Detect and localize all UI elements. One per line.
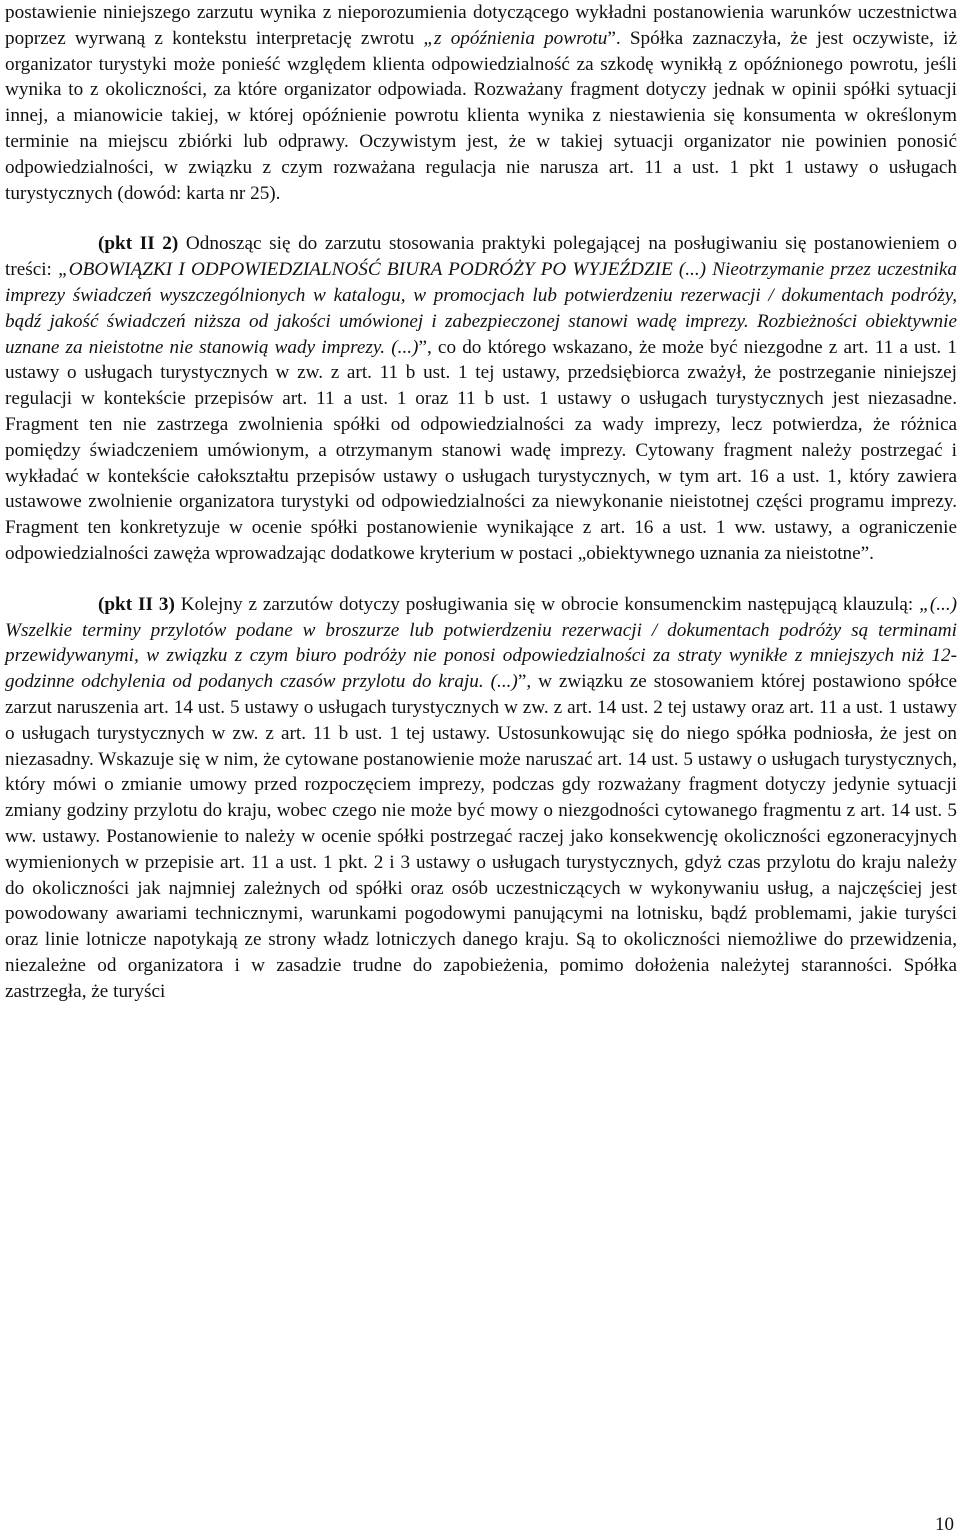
paragraph-text: ”. Spółka zaznaczyła, że jest oczywiste, iż organizator turystyki może ponieść względem klienta odpowiedzialność za szkodę wynikłą z opóźnionego powrotu, jeśli wynika to z okoliczności, za które organizator odpowiada. Rozważany fragment dotyczy jednak w opinii spółki sytuacji innej, a mianowicie takiej, w której opóźnienie powrotu klienta wynika z niestawienia się konsumenta w określonym terminie na miejscu zbiórki lub odprawy. Oczywistym jest, że w takiej sytuacji organizator nie powinien ponosić odpowiedzialności, w związku z czym rozważana regulacja nie narusza art. 11 a ust. 1 pkt 1 ustawy o usługach turystycznych (dowód: karta nr 25). (5, 27, 958, 204)
quoted-clause: „(...) Wszelkie terminy przylotów podane w broszurze lub potwierdzeniu rezerwacji / dokumentach podróży są terminami przewidywanymi, w związku z czym biuro podróży nie ponosi odpowiedzialności za straty wynikłe z mniejszych niż 12-godzinne odchylenia od podanych czasów przylotu do kraju. (...) (5, 593, 958, 693)
quoted-clause: „OBOWIĄZKI I ODPOWIEDZIALNOŚĆ BIURA PODRÓŻY PO WYJEŹDZIE (...) Nieotrzymanie przez uczestnika imprezy świadczeń wyszczególnionych w katalogu, w promocjach lub potwierdzeniu rezerwacji / dokumentach podróży, bądź jakość świadczeń niższa od jakości umówionej i zabezpieczonej stanowi wadę imprezy. Rozbieżności obiektywnie uznane za nieistotne nie stanowią wady imprezy. (...) (5, 259, 957, 358)
point-label: (pkt II 2) (98, 233, 179, 255)
document-page (5, 0, 957, 1004)
paragraph-pkt-ii-3 (5, 592, 957, 1005)
page-number: 10 (935, 1514, 954, 1535)
paragraph-text: postawienie niniejszego zarzutu wynika z nieporozumienia dotyczącego wykładni postanowienia warunków uczestnictwa poprzez wyrwaną z kontekstu interpretację zwrotu (5, 2, 957, 49)
paragraph-text: ”, co do którego wskazano, że może być niezgodne z art. 11 a ust. 1 ustawy o usługach turystycznych w zw. z art. 11 b ust. 1 tej ustawy, przedsiębiorca zważył, że postrzeganie niniejszej regulacji w kontekście przepisów art. 11 a ust. 1 oraz 11 b ust. 1 ustawy o usługach turystycznych jest niezasadne. Fragment ten nie zastrzega zwolnienia spółki od odpowiedzialności za wady imprezy, lecz potwierdza, że różnica pomiędzy świadczeniem umówionym, a otrzymanym stanowi wadę imprezy. Cytowany fragment należy postrzegać i wykładać w kontekście całokształtu przepisów ustawy o usługach turystycznych, w tym art. 16 a ust. 1, który zawiera ustawowe zwolnienie organizatora turystyki od odpowiedzialności za niewykonanie nieistotnej części programu imprezy. Fragment ten konkretyzuje w ocenie spółki postanowienie wynikające z art. 16 a ust. 1 ww. ustawy, a ograniczenie odpowiedzialności zawęża wprowadzając dodatkowe kryterium w postaci „obiektywnego uznania za nieistotne”. (5, 336, 957, 564)
paragraph-continuation (5, 0, 957, 206)
paragraph-text: ”, w związku ze stosowaniem której postawiono spółce zarzut naruszenia art. 14 ust. 5 ustawy o usługach turystycznych w zw. z art. 14 ust. 2 tej ustawy oraz art. 11 a ust. 1 ustawy o usługach turystycznych w zw. z art. 11 b ust. 1 tej ustawy. Ustosunkowując się do niego spółka podniosła, że jest on niezasadny. Wskazuje się w nim, że cytowane postanowienie może naruszać art. 14 ust. 5 ustawy o usługach turystycznych, który mówi o zmianie umowy przed rozpoczęciem imprezy, podczas gdy rozważany fragment dotyczy jedynie sytuacji zmiany godziny przylotu do kraju, wobec czego nie może być mowy o niezgodności cytowanego fragmentu z art. 14 ust. 5 ww. ustawy. Postanowienie to należy w ocenie spółki postrzegać raczej jako konsekwencję okoliczności egzoneracyjnych wymienionych w przepisie art. 11 a ust. 1 pkt. 2 i 3 ustawy o usługach turystycznych, gdyż czas przylotu do kraju należy do okoliczności jak najmniej zależnych od spółki oraz osób uczestniczących w wykonywaniu usług, a najczęściej jest powodowany awariami technicznymi, warunkami pogodowymi panującymi na lotnisku, bądź problemami, jakie turyści oraz linie lotnicze napotykają ze strony władz lotniczych danego kraju. Są to okoliczności niemożliwe do przewidzenia, niezależne od organizatora i w zasadzie trudne do zapobieżenia, pomimo dołożenia należytej staranności. Spółka zastrzegła, że turyści (5, 671, 958, 1002)
point-label: (pkt II 3) (98, 593, 175, 615)
paragraph-text: Kolejny z zarzutów dotyczy posługiwania się w obrocie konsumenckim następującą klauzulą: (174, 593, 920, 615)
paragraph-pkt-ii-2 (5, 231, 957, 566)
quoted-phrase: „z opóźnienia powrotu (423, 27, 608, 49)
paragraph-text: Odnosząc się do zarzutu stosowania praktyki polegającej na posługiwaniu się postanowieniem o treści: (5, 233, 957, 281)
